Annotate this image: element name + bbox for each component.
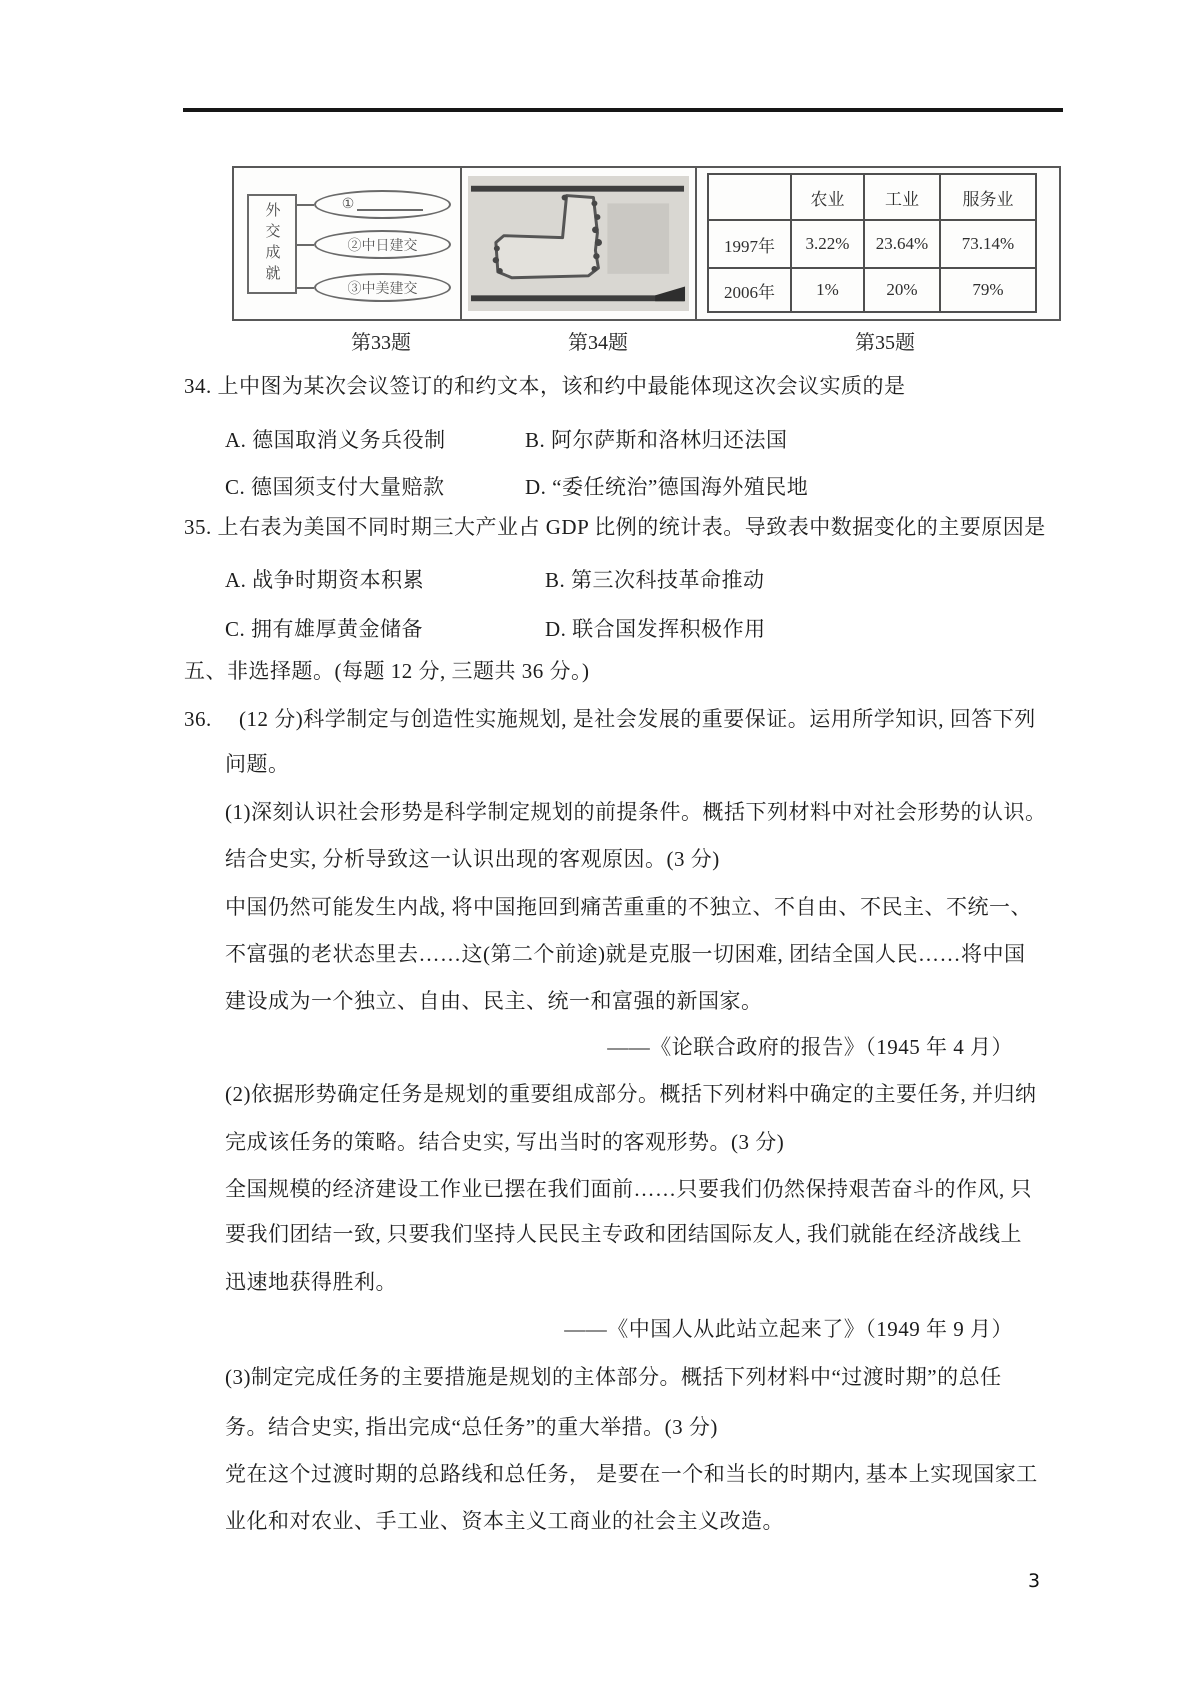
blank-underline xyxy=(357,199,423,211)
section-5-heading: 五、非选择题。(每题 12 分, 三题共 36 分。) xyxy=(184,659,590,683)
year-cell: 1997年 xyxy=(708,220,791,268)
q35-stem: 35. 上右表为美国不同时期三大产业占 GDP 比例的统计表。导致表中数据变化的主要原因是 xyxy=(184,515,1046,539)
figure-33-diagram xyxy=(234,168,462,319)
gdp-table xyxy=(707,173,1037,313)
header-rule xyxy=(183,108,1063,112)
header-blank xyxy=(708,174,791,220)
q36-part2-line: 完成该任务的策略。结合史实, 写出当时的客观形势。(3 分) xyxy=(225,1130,785,1154)
connector-line xyxy=(297,287,314,289)
treaty-photo-graphic xyxy=(468,176,689,311)
q35-option-c: C. 拥有雄厚黄金储备 xyxy=(225,617,424,641)
q36-line: 36. (12 分)科学制定与创造性实施规划, 是社会发展的重要保证。运用所学知识, 回答下列 xyxy=(184,707,1036,731)
year-cell: 2006年 xyxy=(708,268,791,312)
table-row xyxy=(708,268,1036,312)
q36-material-line: 全国规模的经济建设工作业已摆在我们面前……只要我们仍然保持艰苦奋斗的作风, 只 xyxy=(225,1177,1032,1201)
oval-1-number: ① xyxy=(341,197,355,212)
q36-material-line: 党在这个过渡时期的总路线和总任务， 是要在一个和当长的时期内, 基本上实现国家工 xyxy=(225,1462,1038,1486)
header-services: 服务业 xyxy=(940,174,1036,220)
figure-33-caption: 第33题 xyxy=(351,332,411,354)
connector-line xyxy=(297,244,314,246)
treaty-photo xyxy=(468,176,689,311)
q36-part2-line: (2)依据形势确定任务是规划的重要组成部分。概括下列材料中确定的主要任务, 并归纳 xyxy=(225,1082,1037,1106)
figure-35-table-cell xyxy=(697,168,1059,319)
q36-material-line: 迅速地获得胜利。 xyxy=(225,1270,397,1294)
value-cell: 20% xyxy=(864,268,940,312)
figure-35-caption: 第35题 xyxy=(855,332,915,354)
value-cell: 3.22% xyxy=(791,220,864,268)
value-cell: 23.64% xyxy=(864,220,940,268)
q34-stem: 34. 上中图为某次会议签订的和约文本，该和约中最能体现这次会议实质的是 xyxy=(184,374,906,398)
q36-material-line: 中国仍然可能发生内战, 将中国拖回到痛苦重重的不独立、不自由、不民主、不统一、 xyxy=(225,895,1032,919)
q35-option-b: B. 第三次科技革命推动 xyxy=(545,568,765,592)
q36-material-line: 不富强的老状态里去……这(第二个前途)就是克服一切困难, 团结全国人民……将中国 xyxy=(225,942,1026,966)
q36-material-line: 业化和对农业、手工业、资本主义工商业的社会主义改造。 xyxy=(225,1509,784,1533)
header-industry: 工业 xyxy=(864,174,940,220)
diagram-oval-china-japan: ②中日建交 xyxy=(314,230,451,259)
q35-option-a: A. 战争时期资本积累 xyxy=(225,568,425,592)
table-header-row xyxy=(708,174,1036,220)
connector-line xyxy=(297,204,314,206)
q36-part1-line: (1)深刻认识社会形势是科学制定规划的前提条件。概括下列材料中对社会形势的认识。 xyxy=(225,800,1047,824)
q36-part3-line: 务。结合史实, 指出完成“总任务”的重大举措。(3 分) xyxy=(225,1415,718,1439)
q36-source-citation: ——《论联合政府的报告》（1945 年 4 月） xyxy=(607,1035,1013,1059)
q36-line: 问题。 xyxy=(225,752,290,776)
q36-part1-line: 结合史实, 分析导致这一认识出现的客观原因。(3 分) xyxy=(225,847,720,871)
diagram-oval-china-us: ③中美建交 xyxy=(314,273,451,302)
diagram-root-box: 外交成就 xyxy=(247,194,297,294)
q34-option-b: B. 阿尔萨斯和洛林归还法国 xyxy=(525,428,788,452)
q34-option-a: A. 德国取消义务兵役制 xyxy=(225,428,446,452)
diagram-oval-blank xyxy=(314,190,451,219)
table-row xyxy=(708,220,1036,268)
figure-34-photo xyxy=(462,168,697,319)
q34-option-c: C. 德国须支付大量赔款 xyxy=(225,475,445,499)
value-cell: 1% xyxy=(791,268,864,312)
figures-row xyxy=(232,166,1061,321)
figure-34-caption: 第34题 xyxy=(568,332,628,354)
q35-option-d: D. 联合国发挥积极作用 xyxy=(545,617,766,641)
q36-material-line: 要我们团结一致, 只要我们坚持人民民主专政和团结国际友人, 我们就能在经济战线上 xyxy=(225,1222,1022,1246)
q36-part3-line: (3)制定完成任务的主要措施是规划的主体部分。概括下列材料中“过渡时期”的总任 xyxy=(225,1365,1002,1389)
page-number: 3 xyxy=(1028,1570,1041,1592)
q36-material-line: 建设成为一个独立、自由、民主、统一和富强的新国家。 xyxy=(225,989,763,1013)
header-agriculture: 农业 xyxy=(791,174,864,220)
q34-option-d: D. “委任统治”德国海外殖民地 xyxy=(525,475,809,499)
q36-source-citation: ——《中国人从此站立起来了》（1949 年 9 月） xyxy=(564,1317,1013,1341)
value-cell: 79% xyxy=(940,268,1036,312)
value-cell: 73.14% xyxy=(940,220,1036,268)
